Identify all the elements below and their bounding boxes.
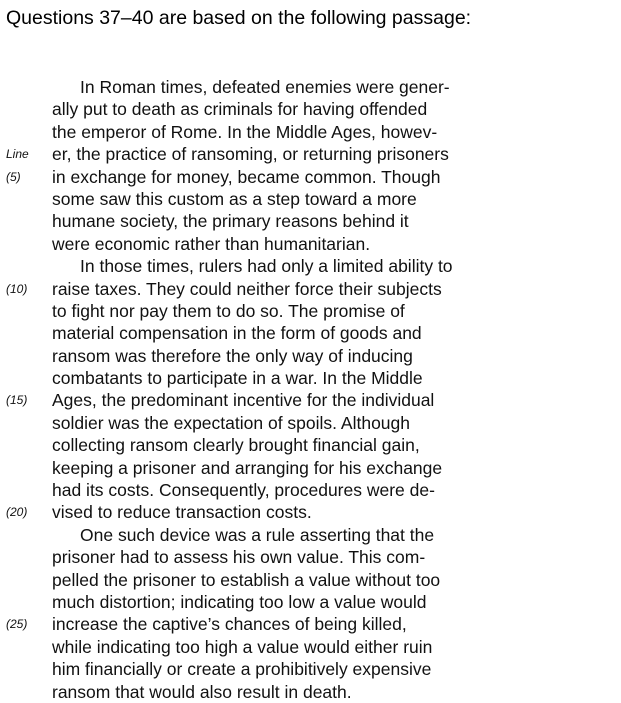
passage-line-text: the emperor of Rome. In the Middle Ages, howev-	[52, 121, 438, 142]
passage-line-text: vised to reduce transaction costs.	[52, 502, 312, 523]
passage-line	[0, 524, 621, 546]
passage-line-text: soldier was the expectation of spoils. Although	[52, 412, 410, 433]
passage-line-text: keeping a prisoner and arranging for his exchange	[52, 457, 443, 478]
passage-line-text: collecting ransom clearly brought financial gain,	[52, 435, 420, 456]
passage-line-text: him financially or create a prohibitively expensive	[52, 659, 432, 680]
passage-line-text: pelled the prisoner to establish a value without too	[52, 569, 441, 590]
passage-line-text: humane society, the primary reasons behind it	[52, 211, 409, 232]
passage-line	[0, 322, 621, 344]
passage-line-text: material compensation in the form of goods and	[52, 323, 422, 344]
passage-line-text: In Roman times, defeated enemies were gener-	[80, 77, 450, 97]
passage-line-text: ally put to death as criminals for having offended	[52, 99, 428, 120]
passage-line	[0, 389, 621, 411]
passage-line	[0, 412, 621, 434]
passage-line	[0, 166, 621, 188]
passage-line-text: while indicating too high a value would either ruin	[52, 636, 433, 657]
passage-heading: Questions 37–40 are based on the following passage:	[6, 7, 472, 29]
passage-line-text: to fight nor pay them to do so. The promise of	[52, 300, 405, 321]
passage-line	[0, 569, 621, 591]
passage-line	[0, 479, 621, 501]
passage-line	[0, 636, 621, 658]
passage-line-text: er, the practice of ransoming, or returning prisoners	[52, 144, 449, 165]
passage-line	[0, 121, 621, 143]
passage-line-text: had its costs. Consequently, procedures were de-	[52, 480, 435, 501]
passage-line-text: were economic rather than humanitarian.	[52, 233, 371, 254]
passage-line	[0, 76, 621, 98]
passage-line	[0, 255, 621, 277]
line-number-marker: Line	[6, 147, 29, 162]
passage-line-text: ransom that would also result in death.	[52, 681, 352, 702]
line-number-marker: (5)	[6, 169, 21, 184]
passage-line	[0, 345, 621, 367]
passage-line	[0, 658, 621, 680]
passage-line	[0, 210, 621, 232]
passage-line-text: ransom was therefore the only way of inducing	[52, 345, 413, 366]
passage-line-text: Ages, the predominant incentive for the individual	[52, 390, 435, 411]
passage-line	[0, 300, 621, 322]
passage-line	[0, 367, 621, 389]
passage-line-text: increase the captive’s chances of being killed,	[52, 614, 407, 635]
line-number-marker: (20)	[6, 505, 28, 520]
passage-line-text: in exchange for money, became common. Though	[52, 166, 441, 187]
passage-line-text: One such device was a rule asserting that the	[80, 524, 435, 545]
passage-line-text: combatants to participate in a war. In the Middle	[52, 368, 423, 389]
passage-line-text: some saw this custom as a step toward a more	[52, 188, 417, 209]
line-number-marker: (15)	[6, 393, 28, 408]
passage-line	[0, 143, 621, 165]
line-number-marker: (10)	[6, 281, 28, 296]
passage-line	[0, 434, 621, 456]
passage-line	[0, 501, 621, 523]
passage-line-text: In those times, rulers had only a limited ability to	[80, 256, 453, 277]
line-number-marker: (25)	[6, 617, 28, 632]
passage-line-text: much distortion; indicating too low a value would	[52, 591, 427, 612]
passage-line	[0, 546, 621, 568]
passage-body	[0, 76, 621, 703]
passage-line	[0, 233, 621, 255]
passage-line	[0, 98, 621, 120]
passage-line-text: raise taxes. They could neither force their subjects	[52, 278, 442, 299]
passage-line	[0, 681, 621, 703]
passage-line	[0, 613, 621, 635]
passage-line	[0, 591, 621, 613]
passage-line	[0, 457, 621, 479]
passage-line	[0, 278, 621, 300]
passage-line-text: prisoner had to assess his own value. This com-	[52, 547, 426, 568]
passage-line	[0, 188, 621, 210]
